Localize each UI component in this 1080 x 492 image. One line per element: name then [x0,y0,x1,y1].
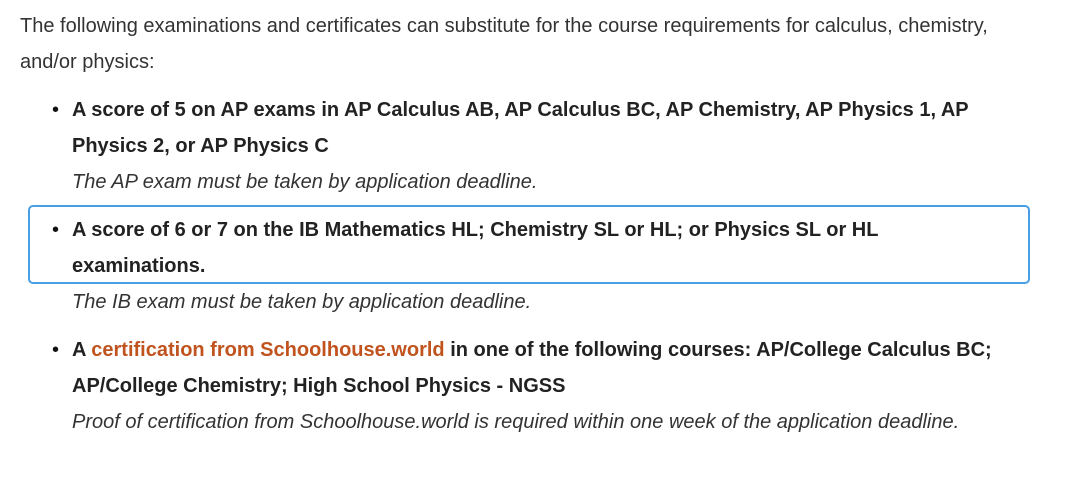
schoolhouse-certification-link[interactable]: certification from Schoolhouse.world [91,339,445,361]
bullet-icon: • [52,339,60,361]
item-main-prefix: A [72,339,92,361]
highlight-box [28,205,1030,284]
item-main-text: A score of 6 or 7 on the IB Mathematics HL; Chemistry SL or HL; or Physics SL or HL examinations. [72,219,879,277]
item-main-text: A score of 5 on AP exams in AP Calculus AB, AP Calculus BC, AP Chemistry, AP Physics 1, AP Physics 2, or AP Physics C [72,99,969,157]
item-main-suffix: in one of the following courses: AP/College Calculus BC; AP/College Chemistry; High School Physics - NGSS [72,339,992,397]
item-main-text [72,332,1012,404]
bullet-icon: • [52,99,60,121]
item-note: Proof of certification from Schoolhouse.world is required within one week of the application deadline. [72,411,960,433]
intro-paragraph: The following examinations and certificates can substitute for the course requirements for calculus, chemistry, and/or physics: [20,15,988,73]
list-item-schoolhouse [52,332,1012,440]
bullet-icon: • [52,219,60,241]
item-note: The IB exam must be taken by application deadline. [72,291,532,313]
list-item-ap [52,92,1012,200]
item-note: The AP exam must be taken by application deadline. [72,171,538,193]
